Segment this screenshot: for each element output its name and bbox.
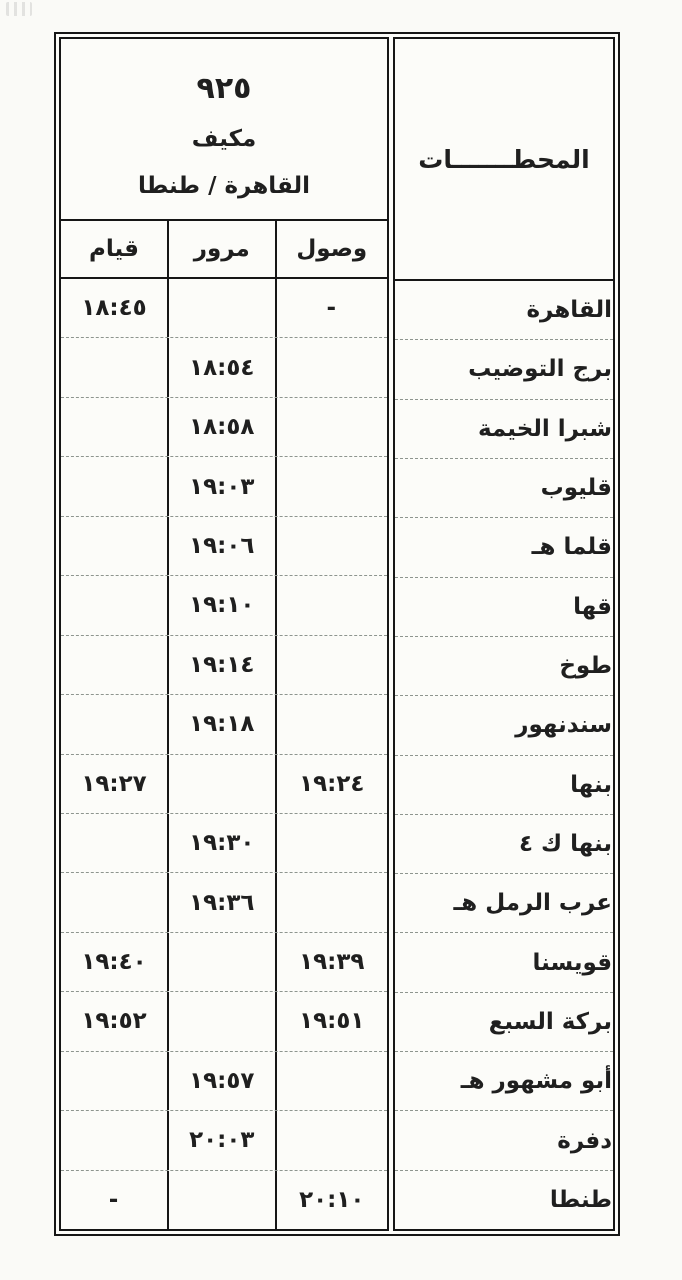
arrival-time-cell: - [275,279,387,337]
departure-time-cell: ١٩:٢٧ [81,770,147,797]
station-name: أبو مشهور هـ [460,1068,612,1095]
times-columns [59,37,389,1231]
passing-time-cell [167,933,275,991]
station-name: شبرا الخيمة [477,415,612,442]
station-name: بنها ك ٤ [519,830,612,857]
station-name: طنطا [549,1186,612,1213]
station-row [395,1111,613,1170]
departure-time-cell [61,814,167,872]
station-row [395,1052,613,1111]
stations-rows [395,281,613,1229]
times-row [61,933,387,992]
passing-time-cell [167,992,275,1050]
times-row [61,1111,387,1170]
times-row [61,338,387,397]
passing-time-cell: ١٩:١٤ [167,636,275,694]
station-row [395,874,613,933]
train-class: مكيف [191,126,257,153]
passing-time-cell: ١٩:٣٦ [167,873,275,931]
arrival-time-cell [275,457,387,515]
passing-time-cell [167,755,275,813]
station-name: قويسنا [532,949,612,976]
times-row [61,1052,387,1111]
arrival-time-cell [275,695,387,753]
station-row [395,993,613,1052]
departure-time-cell [61,457,167,515]
arrival-time-cell [275,636,387,694]
station-name: القاهرة [526,297,612,324]
stations-column [393,37,615,1231]
station-row [395,933,613,992]
times-row [61,517,387,576]
departure-time-cell [61,1052,167,1110]
station-name: طوخ [559,653,612,680]
station-name: سندنهور [515,712,612,739]
station-name: برج التوضيب [468,356,612,383]
arrival-time-cell [275,814,387,872]
arrival-time-cell: ١٩:٥١ [275,992,387,1050]
departure-time-cell [61,636,167,694]
times-row [61,1171,387,1229]
arrival-time-cell [275,1111,387,1169]
arrival-time-cell: ١٩:٣٩ [275,933,387,991]
departure-time-cell [61,873,167,931]
arrival-time-cell [275,1052,387,1110]
passing-time-cell: ١٩:٣٠ [167,814,275,872]
station-row [395,756,613,815]
departure-time-cell [61,398,167,456]
station-row [395,518,613,577]
departure-time-cell: ١٩:٥٢ [81,1008,147,1035]
departure-column-header: قيام [89,236,139,262]
times-row [61,992,387,1051]
arrival-time-cell [275,338,387,396]
station-name: بركة السبع [488,1008,612,1035]
times-row [61,576,387,635]
passing-time-cell: ١٩:٠٣ [167,457,275,515]
departure-time-cell: ١٨:٤٥ [81,295,147,322]
times-rows [61,279,387,1229]
times-row [61,279,387,338]
arrival-column-header: وصول [275,221,387,277]
station-name: بنها [570,771,612,798]
arrival-time-cell [275,576,387,634]
passing-time-cell [167,1171,275,1229]
departure-time-cell: - [108,1186,120,1213]
passing-time-cell: ١٩:١٨ [167,695,275,753]
arrival-time-cell [275,873,387,931]
train-number: ٩٢٥ [196,71,252,107]
departure-time-cell [61,1111,167,1169]
stations-header: المحطـــــــات [395,39,613,281]
passing-time-cell: ١٨:٥٨ [167,398,275,456]
departure-time-cell [61,517,167,575]
times-row [61,755,387,814]
station-row [395,815,613,874]
arrival-time-cell: ١٩:٢٤ [275,755,387,813]
passing-time-cell: ١٩:٠٦ [167,517,275,575]
train-route: القاهرة / طنطا [137,172,311,199]
departure-time-cell [61,338,167,396]
station-name: دفرة [557,1127,612,1154]
times-row [61,814,387,873]
time-column-headers [61,221,387,279]
times-row [61,695,387,754]
station-row [395,340,613,399]
train-info [61,39,387,221]
arrival-time-cell: ٢٠:١٠ [275,1171,387,1229]
station-row [395,1171,613,1229]
passing-time-cell: ١٩:٥٧ [167,1052,275,1110]
passing-time-cell: ١٨:٥٤ [167,338,275,396]
times-row [61,873,387,932]
passing-time-cell: ١٩:١٠ [167,576,275,634]
times-row [61,398,387,457]
departure-time-cell [61,576,167,634]
train-timetable [54,32,620,1236]
station-name: قلما هـ [531,534,612,561]
station-row [395,459,613,518]
station-row [395,578,613,637]
times-row [61,457,387,516]
station-row [395,696,613,755]
passing-column-header: مرور [167,221,275,277]
times-row [61,636,387,695]
station-row [395,281,613,340]
arrival-time-cell [275,398,387,456]
passing-time-cell: ٢٠:٠٣ [167,1111,275,1169]
departure-time-cell [61,695,167,753]
scan-artifact [6,2,32,16]
station-name: عرب الرمل هـ [453,890,612,917]
passing-time-cell [167,279,275,337]
departure-time-cell: ١٩:٤٠ [81,949,147,976]
station-row [395,637,613,696]
station-row [395,400,613,459]
station-name: قها [573,593,612,620]
arrival-time-cell [275,517,387,575]
station-name: قليوب [540,475,612,502]
